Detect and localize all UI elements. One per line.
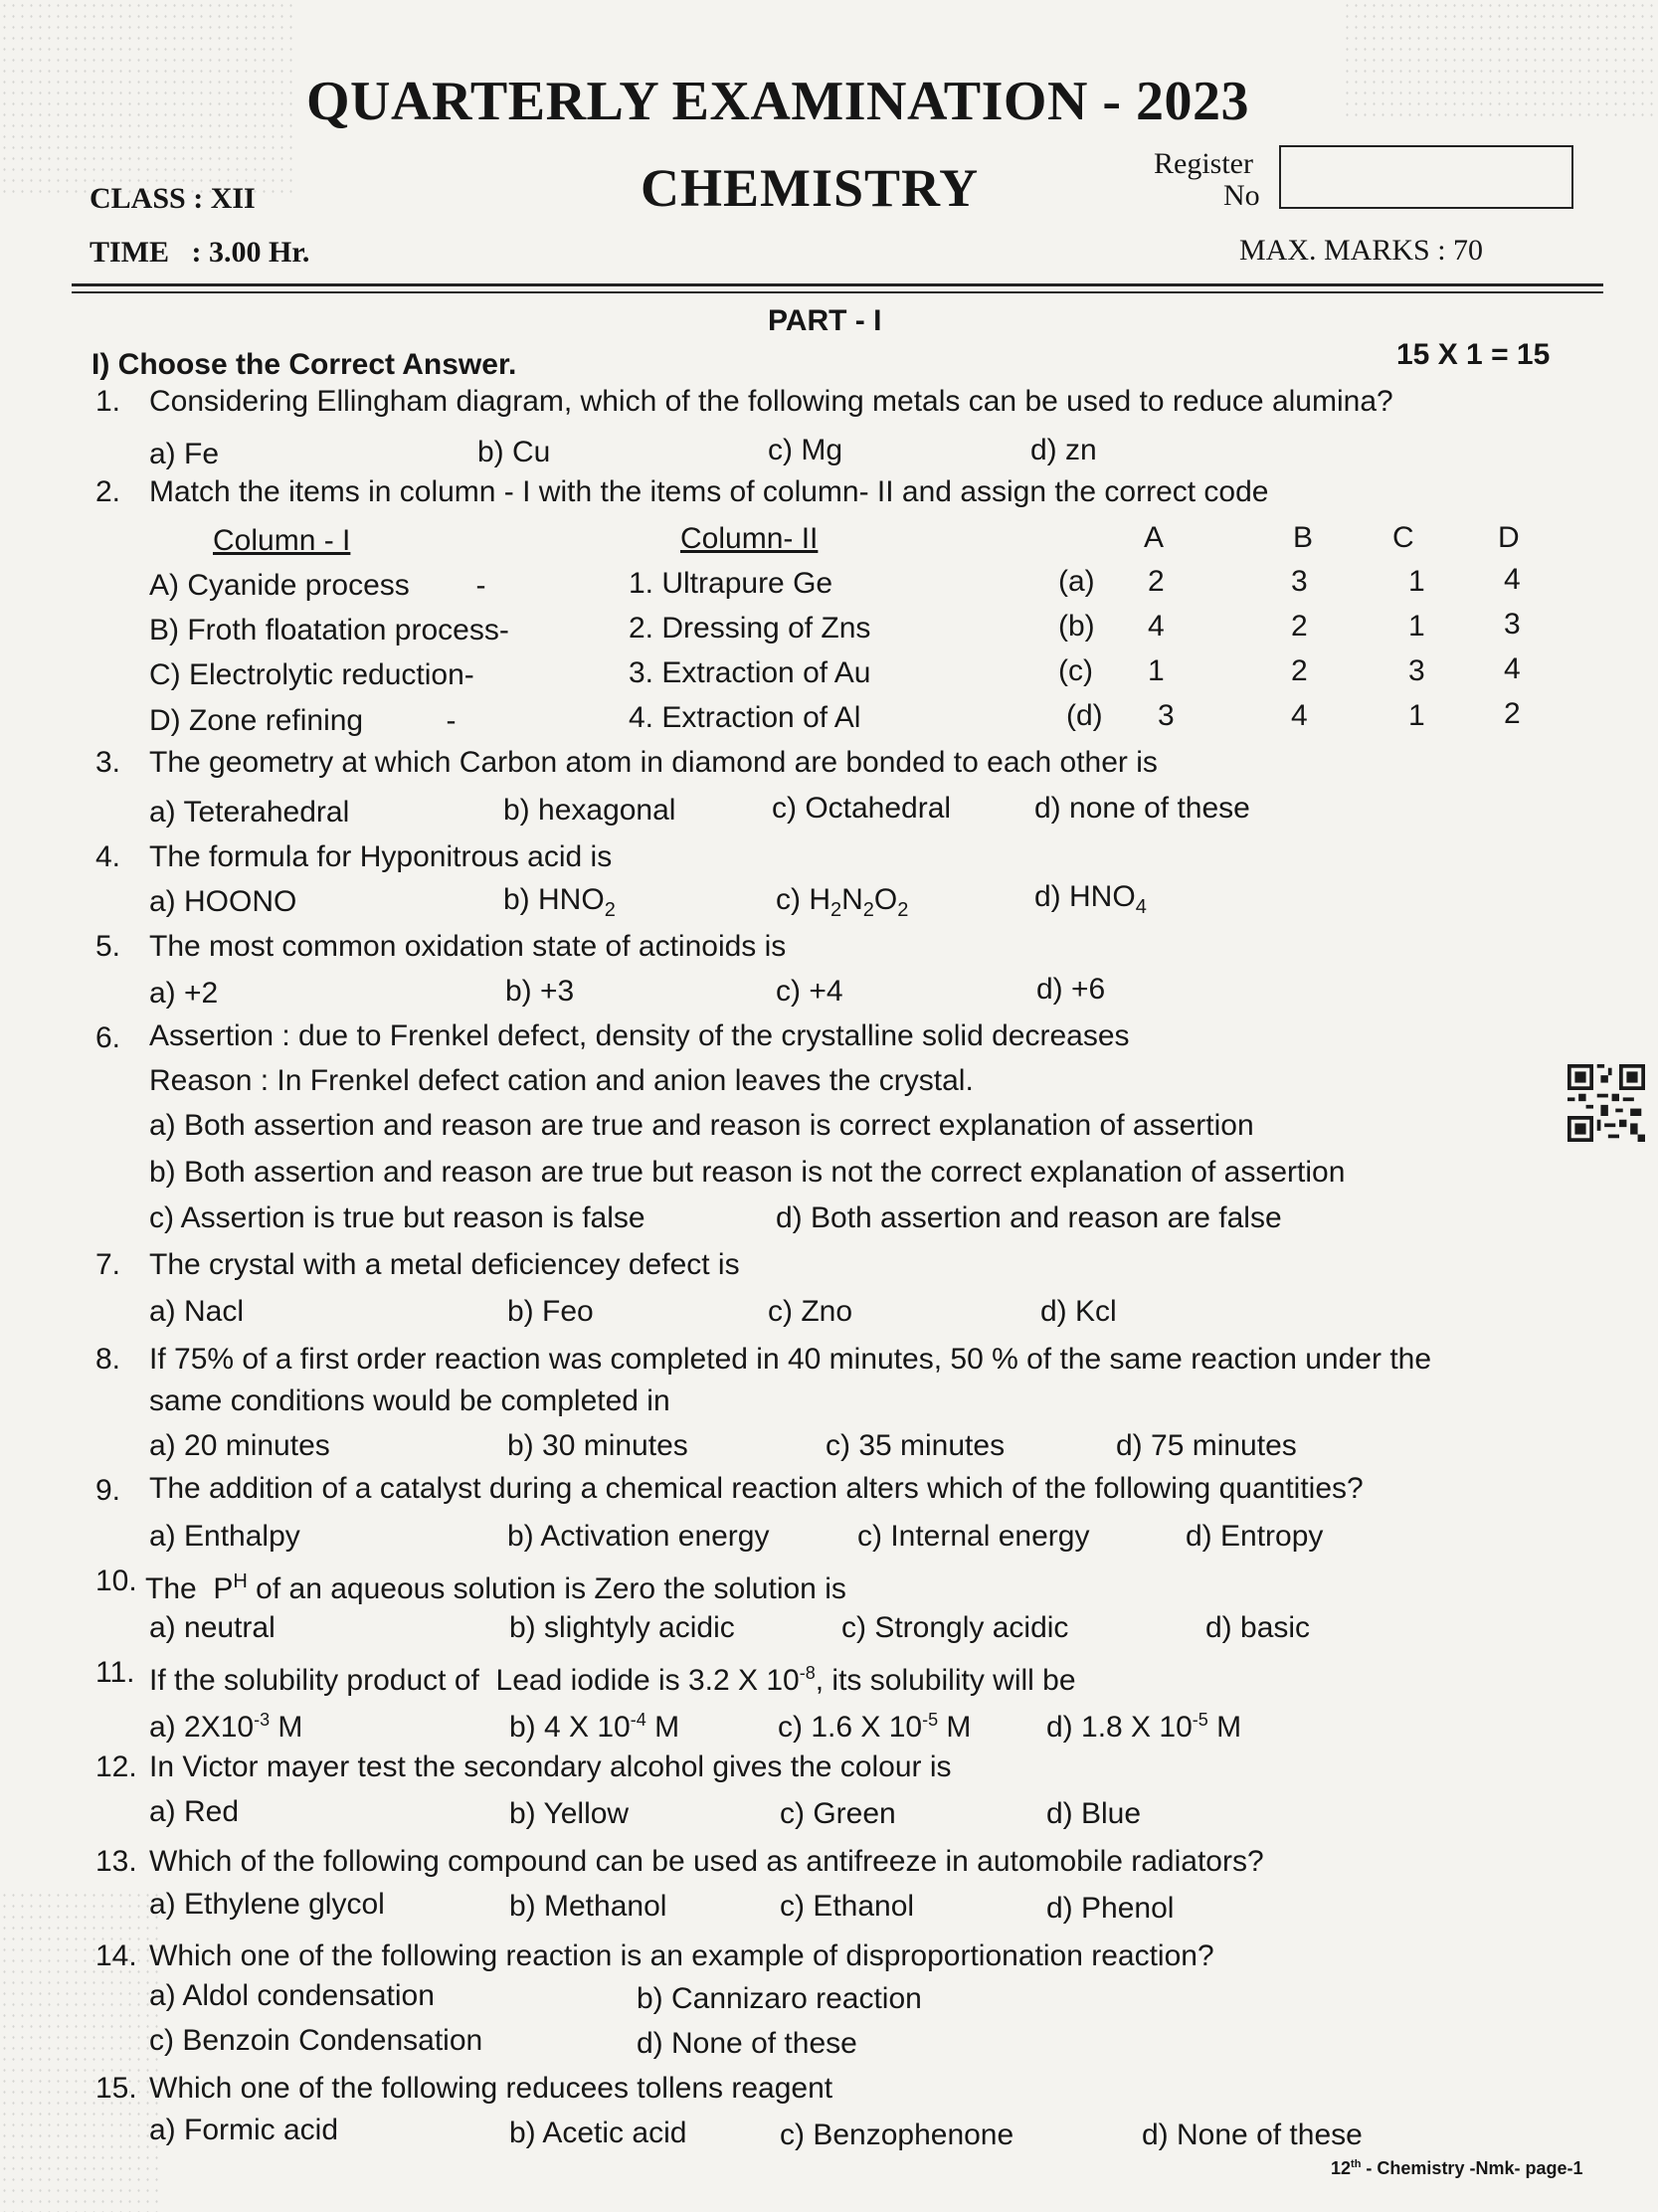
option-b: b) hexagonal (503, 794, 676, 827)
option-a-text: a) 2X10 (149, 1711, 255, 1744)
register-number-box[interactable] (1279, 145, 1573, 209)
option-c: c) Ethanol (780, 1890, 915, 1923)
option-a: a) Ethylene glycol (149, 1888, 385, 1921)
code-head-C: C (1392, 521, 1414, 554)
option-b: b) Yellow (509, 1797, 630, 1830)
option-b: b) 30 minutes (507, 1429, 688, 1462)
option-b-text: b) HNO (503, 883, 605, 916)
code-value: 4 (1291, 699, 1308, 732)
column-2-item: 1. Ultrapure Ge (629, 567, 833, 600)
code-value: 2 (1291, 654, 1308, 687)
question-text-part: The P (145, 1572, 234, 1605)
code-value: 3 (1291, 565, 1308, 598)
option-b: b) Acetic acid (509, 2117, 687, 2149)
option-c: c) Benzophenone (780, 2119, 1014, 2151)
code-value: 3 (1408, 654, 1425, 687)
option-d-text: d) HNO (1034, 880, 1136, 913)
option-c (776, 883, 908, 927)
option-c-part: c) H (776, 883, 830, 916)
option-d: d) None of these (1142, 2119, 1363, 2151)
header-rule-top (72, 283, 1603, 286)
question-number: 4. (95, 840, 121, 873)
section-marks: 15 X 1 = 15 (1396, 338, 1551, 371)
option-b: b) Both assertion and reason are true but reason is not the correct explanation of assertion (149, 1156, 1346, 1189)
assertion-text: Assertion : due to Frenkel defect, density of the crystalline solid decreases (149, 1019, 1130, 1052)
question-text: Which of the following compound can be used as antifreeze in automobile radiators? (149, 1845, 1264, 1878)
code-value: 4 (1148, 610, 1165, 643)
footer-grade-suffix: th (1351, 2158, 1362, 2170)
question-text: The geometry at which Carbon atom in diamond are bonded to each other is (149, 746, 1158, 779)
option-a: a) neutral (149, 1611, 276, 1644)
option-b (503, 883, 616, 927)
option-a: a) +2 (149, 977, 219, 1010)
subject-title: CHEMISTRY (641, 158, 980, 218)
question-number: 3. (95, 746, 121, 779)
option-c: c) Green (780, 1797, 896, 1830)
superscript: -8 (799, 1663, 816, 1683)
header-rule-bottom (72, 291, 1603, 293)
option-c: c) 35 minutes (826, 1429, 1006, 1462)
option-d: d) none of these (1034, 792, 1250, 825)
qr-code-icon (1567, 1064, 1645, 1142)
question-number: 2. (95, 475, 121, 508)
option-c: c) Zno (768, 1295, 853, 1328)
column-2-item: 4. Extraction of Al (629, 701, 861, 734)
column-1-item: B) Froth floatation process- (149, 614, 509, 646)
code-label: (a) (1058, 565, 1095, 598)
question-text: Considering Ellingham diagram, which of the following metals can be used to reduce alumina? (149, 385, 1393, 418)
question-text: Match the items in column - I with the items of column- II and assign the correct code (149, 475, 1269, 508)
question-number: 9. (95, 1474, 121, 1507)
question-number: 13. (95, 1845, 137, 1878)
question-number: 5. (95, 930, 121, 963)
option-c: c) +4 (776, 975, 843, 1008)
option-c: c) Strongly acidic (841, 1611, 1069, 1644)
option-d: d) 75 minutes (1116, 1429, 1297, 1462)
code-value: 4 (1504, 652, 1521, 685)
option-c: c) Octahedral (772, 792, 952, 825)
code-value: 4 (1504, 563, 1521, 596)
option-a-unit: M (270, 1711, 303, 1744)
column-2-item: 3. Extraction of Au (629, 656, 871, 689)
time-label: TIME : 3.00 Hr. (90, 236, 310, 269)
option-a: a) Teterahedral (149, 796, 350, 829)
code-value: 2 (1291, 610, 1308, 643)
option-b: b) Methanol (509, 1890, 667, 1923)
option-b: b) Feo (507, 1295, 594, 1328)
option-a (149, 1703, 302, 1745)
option-a: a) Nacl (149, 1295, 245, 1328)
question-text (149, 1656, 1076, 1698)
code-value: 1 (1148, 654, 1165, 687)
option-b-text: b) 4 X 10 (509, 1711, 631, 1744)
reason-text: Reason : In Frenkel defect cation and anion leaves the crystal. (149, 1064, 974, 1097)
question-text: The formula for Hyponitrous acid is (149, 840, 613, 873)
option-d-text: d) 1.8 X 10 (1046, 1711, 1193, 1744)
question-number: 14. (95, 1939, 137, 1972)
superscript: -4 (630, 1710, 646, 1730)
option-c: c) Benzoin Condensation (149, 2024, 483, 2057)
option-d: d) Kcl (1040, 1295, 1117, 1328)
superscript: -5 (1192, 1710, 1208, 1730)
superscript: -5 (922, 1710, 939, 1730)
question-number: 15. (95, 2072, 137, 2105)
question-number: 12. (95, 1751, 137, 1783)
option-d: d) basic (1205, 1611, 1311, 1644)
option-d: d) zn (1030, 434, 1097, 466)
code-label: (c) (1058, 654, 1093, 687)
code-label: (b) (1058, 610, 1095, 643)
column-1-item: C) Electrolytic reduction- (149, 658, 474, 691)
column-1-heading: Column - I (213, 524, 351, 557)
option-c-part: N (841, 883, 863, 916)
question-text: Which one of the following reducees tollens reagent (149, 2072, 833, 2105)
code-value: 2 (1148, 565, 1165, 598)
question-text-continued: same conditions would be completed in (149, 1384, 670, 1417)
code-value: 1 (1408, 699, 1425, 732)
option-c-part: O (873, 883, 898, 916)
option-b: b) Cannizaro reaction (637, 1982, 922, 2015)
option-d (1034, 880, 1147, 924)
part-heading: PART - I (768, 304, 882, 337)
option-d: d) Both assertion and reason are false (776, 1201, 1282, 1234)
option-a: a) HOONO (149, 885, 297, 918)
question-text: Which one of the following reaction is an example of disproportionation reaction? (149, 1939, 1214, 1972)
footer-grade: 12 (1331, 2158, 1352, 2178)
option-b (509, 1703, 679, 1745)
question-number: 7. (95, 1248, 121, 1281)
option-d: d) None of these (637, 2027, 857, 2060)
option-c-subscript: 2 (897, 899, 909, 921)
option-c-subscript: 2 (862, 899, 874, 921)
question-text: If 75% of a first order reaction was completed in 40 minutes, 50 % of the same reaction under the (149, 1343, 1432, 1376)
footer-text: - Chemistry -Nmk- page-1 (1361, 2158, 1583, 2178)
question-text-part: of an aqueous solution is Zero the solution is (247, 1572, 846, 1605)
option-b: b) slightyly acidic (509, 1611, 735, 1644)
register-label-line2: No (1223, 179, 1260, 212)
exam-title: QUARTERLY EXAMINATION - 2023 (306, 71, 1250, 132)
question-text-part: , its solubility will be (815, 1664, 1076, 1697)
option-a: a) Fe (149, 438, 220, 470)
option-c (778, 1703, 971, 1745)
question-text: The crystal with a metal deficiencey defect is (149, 1248, 740, 1281)
code-label: (d) (1066, 699, 1103, 732)
option-b-unit: M (645, 1711, 680, 1744)
option-b-subscript: 2 (604, 899, 616, 921)
section-instruction: I) Choose the Correct Answer. (92, 348, 517, 381)
question-number: 8. (95, 1343, 121, 1376)
option-b: b) Cu (477, 436, 551, 468)
class-label: CLASS : XII (90, 182, 256, 215)
code-value: 1 (1408, 565, 1425, 598)
option-d: d) Blue (1046, 1797, 1142, 1830)
option-c-text: c) 1.6 X 10 (778, 1711, 923, 1744)
question-number: 11. (95, 1656, 135, 1689)
option-d: d) Entropy (1186, 1520, 1324, 1553)
max-marks: MAX. MARKS : 70 (1239, 234, 1484, 267)
option-d-unit: M (1207, 1711, 1242, 1744)
code-head-A: A (1144, 521, 1165, 554)
option-b: b) Activation energy (507, 1520, 770, 1553)
question-text: The addition of a catalyst during a chemical reaction alters which of the following quantities? (149, 1472, 1364, 1505)
option-c: c) Assertion is true but reason is false (149, 1201, 645, 1234)
question-number: 10. (95, 1565, 137, 1597)
option-a: a) Red (149, 1795, 240, 1828)
column-2-item: 2. Dressing of Zns (629, 612, 871, 645)
option-a: a) Both assertion and reason are true and reason is correct explanation of assertion (149, 1109, 1254, 1142)
option-c-subscript: 2 (830, 899, 842, 921)
column-1-item: A) Cyanide process - (149, 569, 486, 602)
option-d: d) +6 (1036, 973, 1106, 1006)
code-value: 3 (1158, 699, 1175, 732)
question-text: In Victor mayer test the secondary alcohol gives the colour is (149, 1751, 952, 1783)
code-value: 3 (1504, 608, 1521, 641)
column-1-item: D) Zone refining - (149, 704, 457, 737)
register-label-line1: Register (1154, 147, 1253, 180)
option-c: c) Internal energy (857, 1520, 1090, 1553)
code-value: 2 (1504, 697, 1521, 730)
code-value: 1 (1408, 610, 1425, 643)
page-footer (1331, 2158, 1582, 2179)
superscript: -3 (254, 1710, 271, 1730)
option-a: a) Formic acid (149, 2114, 339, 2146)
question-text: The most common oxidation state of actinoids is (149, 930, 787, 963)
question-number: 1. (95, 385, 121, 418)
code-head-B: B (1293, 521, 1314, 554)
superscript: H (233, 1570, 248, 1592)
option-d: d) Phenol (1046, 1892, 1175, 1925)
option-d (1046, 1703, 1241, 1745)
code-head-D: D (1498, 521, 1520, 554)
option-d-subscript: 4 (1135, 896, 1147, 918)
option-a: a) Aldol condensation (149, 1979, 435, 2012)
option-a: a) Enthalpy (149, 1520, 300, 1553)
option-b: b) +3 (505, 975, 575, 1008)
column-2-heading: Column- II (680, 522, 819, 555)
question-text (145, 1565, 846, 1606)
option-c: c) Mg (768, 434, 842, 466)
option-a: a) 20 minutes (149, 1429, 330, 1462)
question-text-part: If the solubility product of Lead iodide is 3.2 X 10 (149, 1664, 800, 1697)
question-number: 6. (95, 1021, 121, 1054)
option-c-unit: M (938, 1711, 972, 1744)
